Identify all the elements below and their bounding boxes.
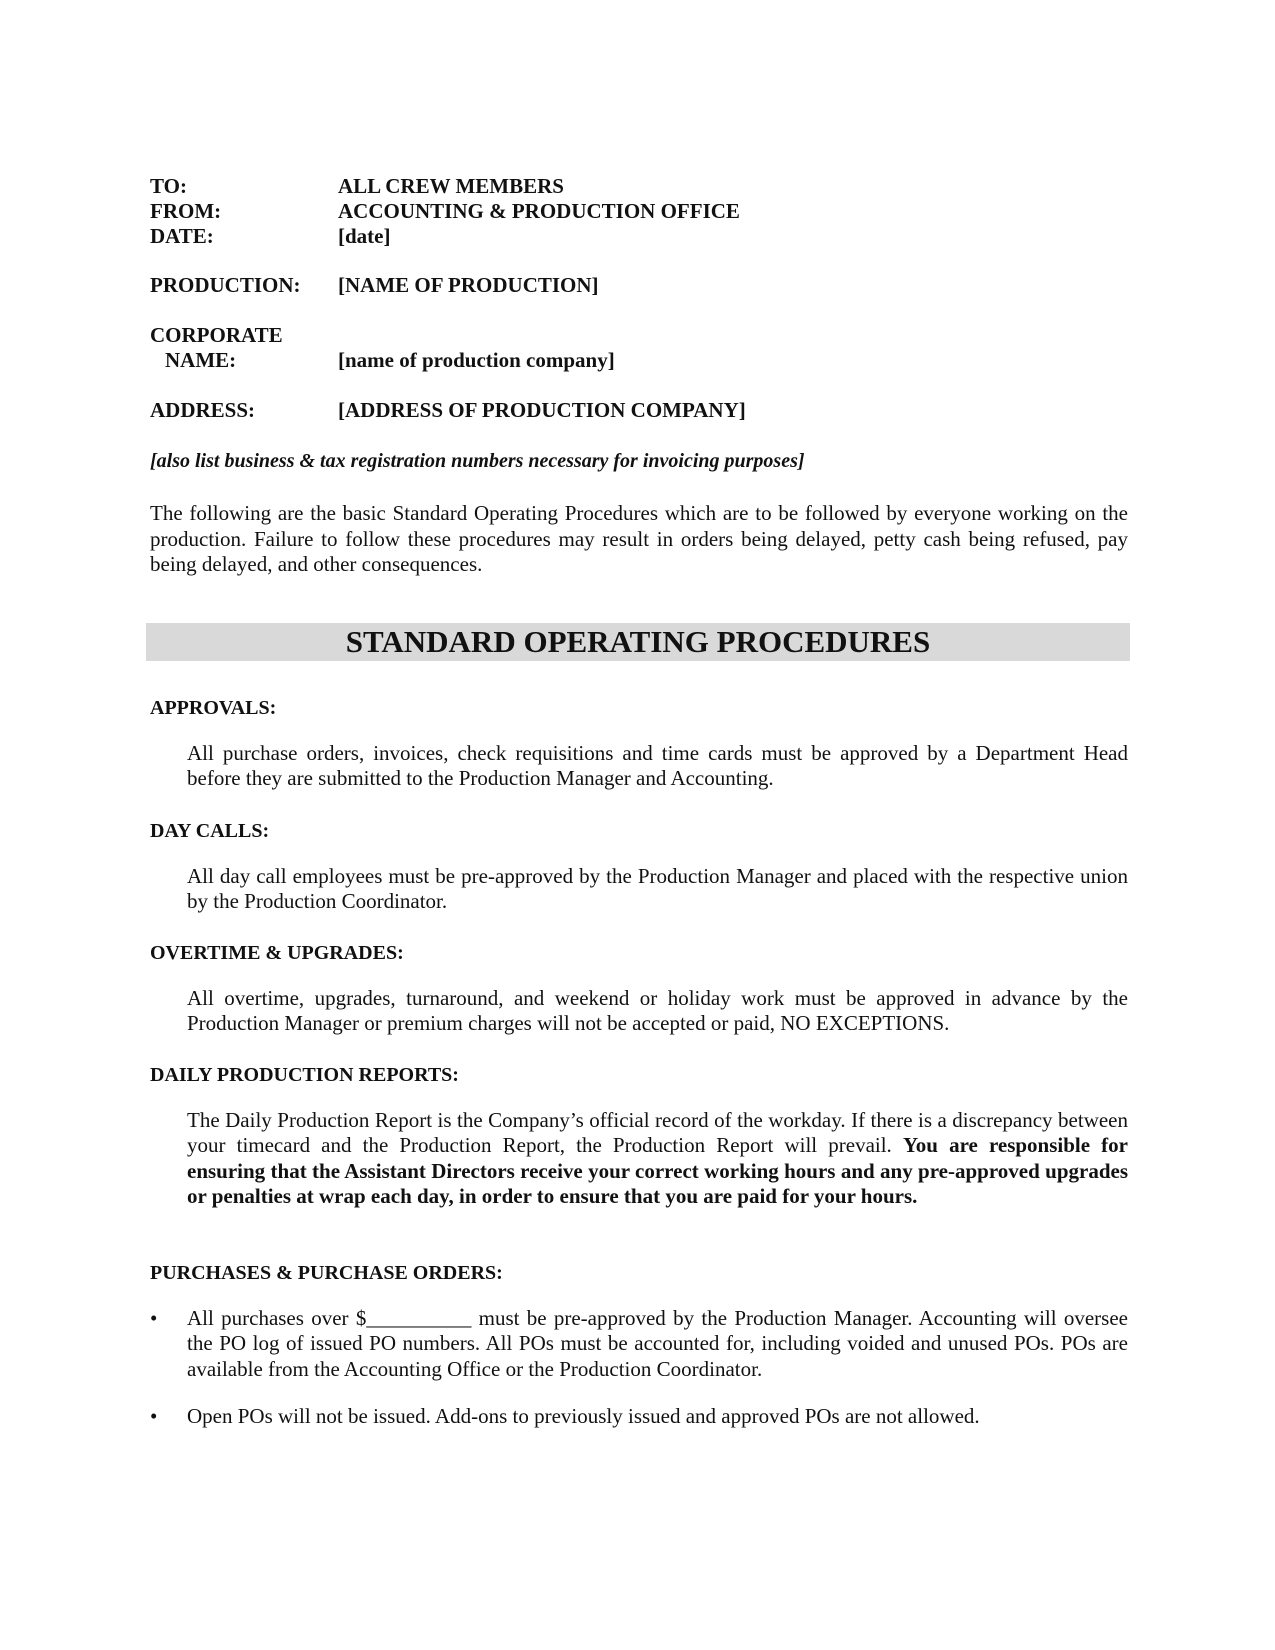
memo-date-row: [150, 224, 390, 249]
daily-reports-plain-text: The Daily Production Report is the Company’s official record of the workday. If there is a discrepancy between your timecard and the Production Report, the Production Report will prevail.: [187, 1108, 1128, 1158]
memo-from-value: ACCOUNTING & PRODUCTION OFFICE: [338, 199, 740, 223]
memo-to-label: TO:: [150, 174, 187, 198]
bullet-icon: •: [150, 1306, 158, 1330]
memo-from-label: FROM:: [150, 199, 222, 223]
overtime-text: All overtime, upgrades, turnaround, and weekend or holiday work must be approved in advance by the Production Manager or premium charges will not be accepted or paid, NO EXCEPTIONS.: [187, 986, 1128, 1036]
daily-reports-text: [187, 1108, 1128, 1209]
registration-note: [also list business & tax registration numbers necessary for invoicing purposes]: [150, 450, 805, 472]
memo-corporate-label-line1: [150, 323, 283, 348]
memo-date-value: [date]: [338, 224, 391, 248]
memo-from-row: [150, 199, 740, 224]
memo-address-value: [ADDRESS OF PRODUCTION COMPANY]: [338, 398, 746, 422]
day-calls-heading: DAY CALLS:: [150, 820, 270, 842]
memo-production-label: PRODUCTION:: [150, 273, 301, 297]
approvals-text: All purchase orders, invoices, check requisitions and time cards must be approved by a Department Head before they are submitted to the Production Manager and Accounting.: [187, 741, 1128, 791]
approvals-heading: APPROVALS:: [150, 697, 277, 719]
memo-production-value: [NAME OF PRODUCTION]: [338, 273, 599, 297]
daily-reports-bold-text: You are responsible for ensuring that the Assistant Directors receive your correct working hours and any pre-approved upgrades or penalties at wrap each day, in order to ensure that you are paid for your hours.: [187, 1133, 1128, 1208]
purchases-bullet-2-text: Open POs will not be issued. Add-ons to previously issued and approved POs are not allowed.: [187, 1404, 980, 1428]
memo-corporate-label-line2: NAME:: [165, 348, 237, 372]
memo-production-row: [150, 273, 599, 298]
memo-corporate-label-text1: CORPORATE: [150, 323, 283, 347]
list-item: [150, 1306, 1128, 1382]
bullet-icon: •: [150, 1404, 158, 1428]
intro-paragraph: The following are the basic Standard Operating Procedures which are to be followed by everyone working on the production. Failure to follow these procedures may result in orders being delayed, petty cash being refused, pay being delayed, and other consequences.: [150, 501, 1128, 576]
sop-banner-title: STANDARD OPERATING PROCEDURES: [146, 623, 1130, 661]
memo-date-label: DATE:: [150, 224, 214, 248]
memo-to-row: [150, 174, 564, 199]
memo-corporate-value: [name of production company]: [338, 348, 615, 372]
purchases-heading: PURCHASES & PURCHASE ORDERS:: [150, 1262, 503, 1284]
memo-corporate-row: [150, 348, 615, 373]
purchases-bullet-1-text: All purchases over $__________ must be pre-approved by the Production Manager. Accounting will oversee the PO log of issued PO numbers. All POs must be accounted for, including voided and unused POs. POs are available from the Accounting Office or the Production Coordinator.: [187, 1306, 1128, 1381]
overtime-heading: OVERTIME & UPGRADES:: [150, 942, 404, 964]
memo-to-value: ALL CREW MEMBERS: [338, 174, 564, 198]
list-item: [150, 1404, 1128, 1429]
memo-address-label: ADDRESS:: [150, 398, 256, 422]
memo-address-row: [150, 398, 746, 423]
daily-reports-heading: DAILY PRODUCTION REPORTS:: [150, 1064, 459, 1086]
day-calls-text: All day call employees must be pre-approved by the Production Manager and placed with the respective union by the Production Coordinator.: [187, 864, 1128, 914]
